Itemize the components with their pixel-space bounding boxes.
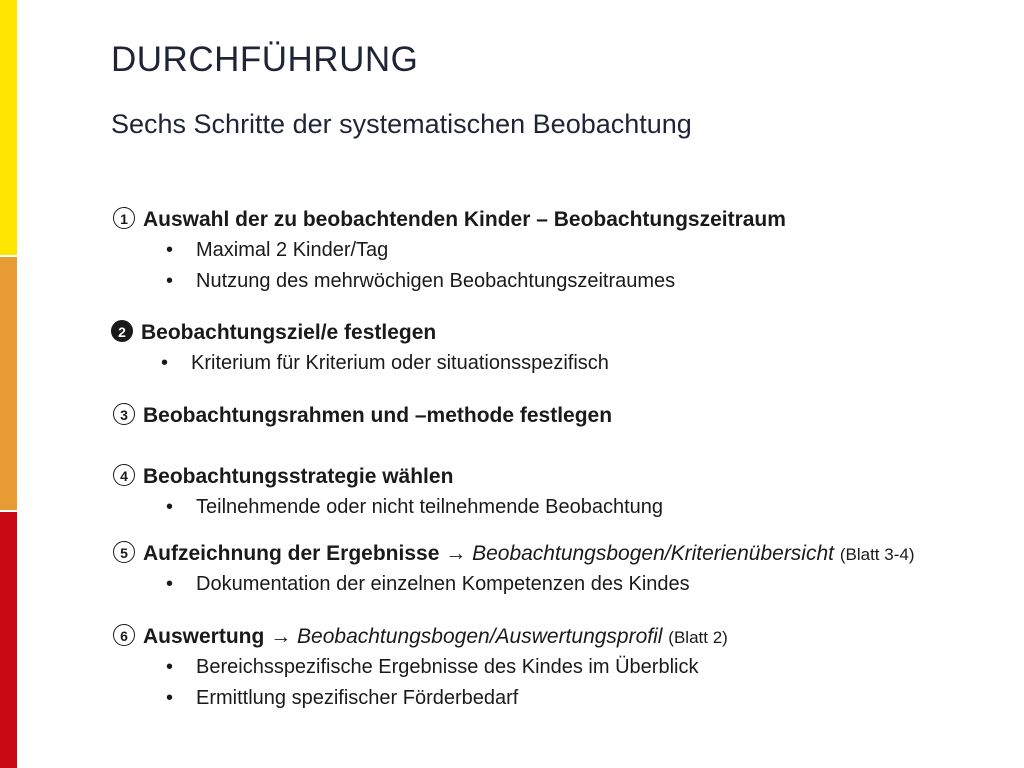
step-6-heading bbox=[113, 624, 728, 649]
step-5-note: (Blatt 3-4) bbox=[839, 545, 915, 564]
step-6-note: (Blatt 2) bbox=[668, 628, 728, 647]
bullet-icon: • bbox=[166, 270, 174, 292]
bullet-icon: • bbox=[166, 496, 174, 518]
step-4-title: Beobachtungsstrategie wählen bbox=[143, 465, 454, 488]
step-number-3-icon: 3 bbox=[113, 403, 135, 425]
step-number-1-icon: 1 bbox=[113, 207, 135, 229]
list-item bbox=[166, 270, 675, 293]
step-5-heading bbox=[113, 541, 914, 566]
step-3-heading bbox=[113, 403, 612, 428]
step-6-reference: Beobachtungsbogen/Auswertungsprofil bbox=[297, 625, 663, 648]
step-3-title: Beobachtungsrahmen und –methode festlegen bbox=[143, 404, 613, 427]
bullet-text: Maximal 2 Kinder/Tag bbox=[196, 239, 389, 261]
list-item bbox=[161, 352, 609, 375]
arrow-icon: → bbox=[270, 625, 292, 648]
bullet-text: Dokumentation der einzelnen Kompetenzen des Kindes bbox=[196, 573, 690, 595]
step-number-2-icon: 2 bbox=[111, 320, 133, 342]
bullet-icon: • bbox=[161, 352, 169, 374]
bullet-text: Teilnehmende oder nicht teilnehmende Beobachtung bbox=[196, 496, 664, 518]
bullet-icon: • bbox=[166, 239, 174, 261]
bullet-icon: • bbox=[166, 656, 174, 678]
bullet-icon: • bbox=[166, 573, 174, 595]
accent-bar-yellow bbox=[0, 0, 17, 255]
bullet-icon: • bbox=[166, 687, 174, 709]
step-number-6-icon: 6 bbox=[113, 624, 135, 646]
list-item bbox=[166, 573, 690, 596]
bullet-text: Nutzung des mehrwöchigen Beobachtungszeitraumes bbox=[196, 270, 676, 292]
step-6-title: Auswertung bbox=[143, 625, 265, 648]
list-item bbox=[166, 496, 663, 519]
step-2-heading bbox=[111, 320, 436, 345]
arrow-icon: → bbox=[445, 542, 467, 565]
slide-title: DURCHFÜHRUNG bbox=[111, 40, 419, 79]
step-5-title: Aufzeichnung der Ergebnisse bbox=[143, 542, 440, 565]
list-item bbox=[166, 656, 698, 679]
step-2-title: Beobachtungsziel/e festlegen bbox=[141, 321, 437, 344]
step-5-reference: Beobachtungsbogen/Kriterienübersicht bbox=[472, 542, 834, 565]
bullet-text: Ermittlung spezifischer Förderbedarf bbox=[196, 687, 519, 709]
list-item bbox=[166, 687, 518, 710]
step-number-5-icon: 5 bbox=[113, 541, 135, 563]
slide-subtitle: Sechs Schritte der systematischen Beobachtung bbox=[111, 109, 692, 139]
step-1-title: Auswahl der zu beobachtenden Kinder – Beobachtungszeitraum bbox=[143, 208, 786, 231]
list-item bbox=[166, 239, 388, 262]
bullet-text: Bereichsspezifische Ergebnisse des Kindes im Überblick bbox=[196, 656, 699, 678]
bullet-text: Kriterium für Kriterium oder situationsspezifisch bbox=[191, 352, 609, 374]
step-1-heading bbox=[113, 207, 786, 232]
accent-bar-red bbox=[0, 512, 17, 768]
step-4-heading bbox=[113, 464, 453, 489]
step-number-4-icon: 4 bbox=[113, 464, 135, 486]
accent-bar-orange bbox=[0, 257, 17, 510]
